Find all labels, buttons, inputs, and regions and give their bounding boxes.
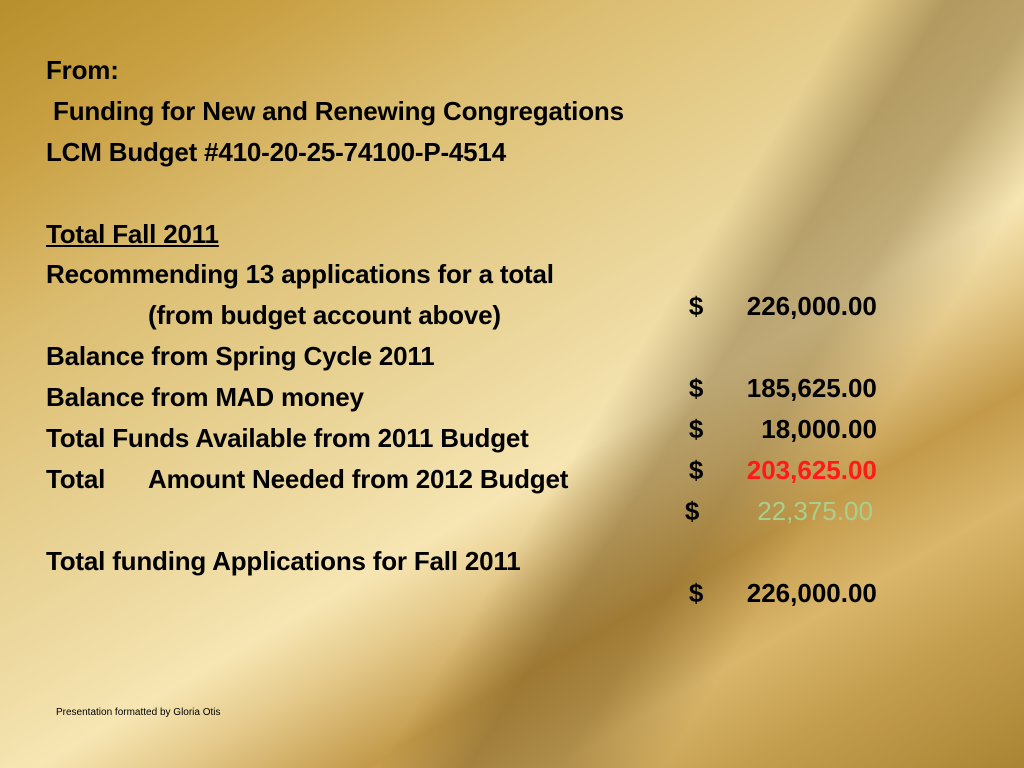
- amount-value: 226,000.00: [746, 578, 877, 608]
- row-funds-available-label: Total Funds Available from 2011 Budget: [46, 423, 529, 453]
- from-label: From:: [46, 55, 119, 85]
- amount-value: 185,625.00: [746, 373, 877, 403]
- amount-value: 18,000.00: [761, 414, 877, 444]
- program-title: Funding for New and Renewing Congregations: [46, 96, 624, 126]
- total-applications-label: Total funding Applications for Fall 2011: [46, 546, 521, 576]
- section-title: Total Fall 2011: [46, 219, 219, 249]
- row-recommending-label: Recommending 13 applications for a total: [46, 259, 554, 289]
- row-budget-account-note: (from budget account above): [148, 300, 501, 330]
- row-needed-label-a: Total: [46, 464, 106, 494]
- budget-number: LCM Budget #410-20-25-74100-P-4514: [46, 137, 506, 167]
- dollar-sign: $: [684, 496, 700, 526]
- row-spring-label: Balance from Spring Cycle 2011: [46, 341, 435, 371]
- dollar-sign: $: [688, 373, 704, 403]
- amount-value: 22,375.00: [757, 496, 873, 526]
- amount-value: 203,625.00: [746, 455, 877, 485]
- amount-value: 226,000.00: [746, 291, 877, 321]
- footer-credit: Presentation formatted by Gloria Otis: [56, 707, 221, 718]
- dollar-sign: $: [688, 414, 704, 444]
- dollar-sign: $: [688, 291, 704, 321]
- row-needed-label-b: Amount Needed from 2012 Budget: [148, 464, 569, 494]
- row-mad-label: Balance from MAD money: [46, 382, 364, 412]
- total-applications-amount: [660, 545, 877, 641]
- dollar-sign: $: [688, 578, 704, 608]
- dollar-sign: $: [688, 455, 704, 485]
